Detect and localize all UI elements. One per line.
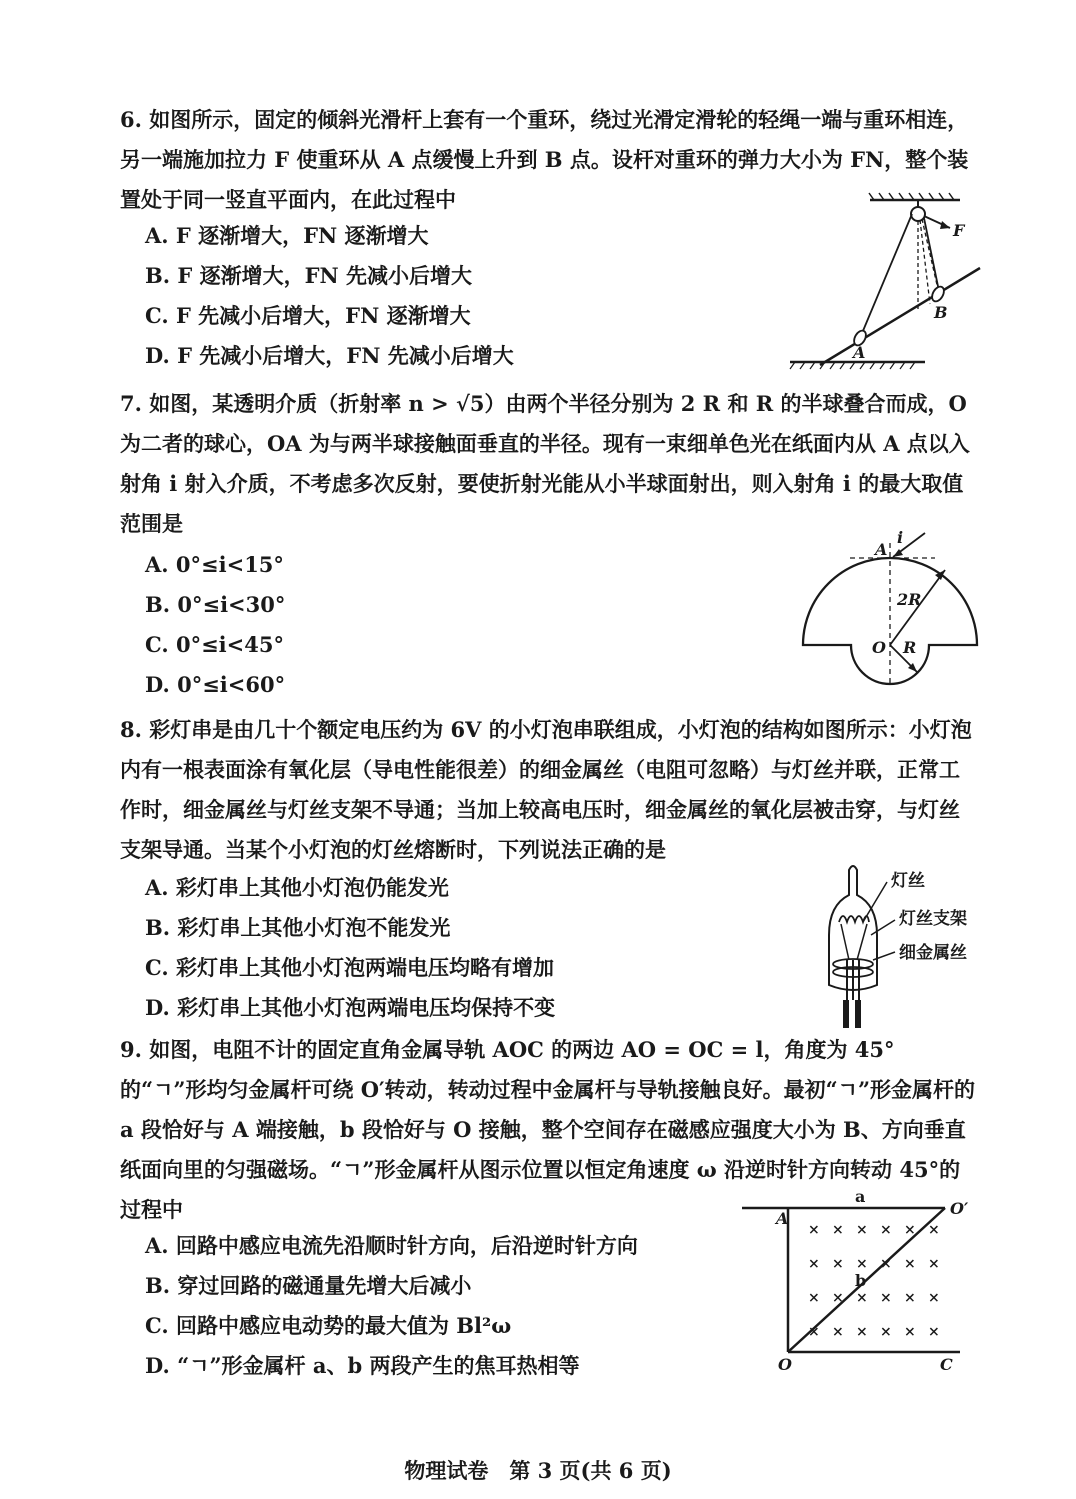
q6-label-b: B [934,303,948,322]
q9-label-b-segment: b [855,1271,867,1290]
q7-option-d: D. 0°≤i<60° [145,672,286,697]
q7-option-a: A. 0°≤i<15° [145,552,284,577]
q9-option-c: C. 回路中感应电动势的最大值为 Bl²ω [145,1313,512,1338]
q6-option-a: A. F 逐渐增大，FN 逐渐增大 [145,223,429,248]
svg-text:×: × [928,1290,940,1306]
svg-text:×: × [880,1324,892,1340]
svg-text:×: × [904,1324,916,1340]
svg-text:×: × [856,1222,868,1238]
q6-option-d: D. F 先减小后增大，FN 先减小后增大 [145,343,514,368]
q9-option-a: A. 回路中感应电流先沿顺时针方向，后沿逆时针方向 [145,1233,638,1258]
question-8 [120,710,980,870]
svg-text:×: × [856,1256,868,1272]
q7-label-a: A [875,540,888,559]
svg-text:×: × [808,1324,820,1340]
q9-label-c: C [940,1355,953,1374]
q6-option-c: C. F 先减小后增大，FN 逐渐增大 [145,303,471,328]
page-footer: 物理试卷 第 3 页(共 6 页) [404,1458,672,1483]
q9-label-o: O [778,1355,792,1374]
svg-text:×: × [928,1222,940,1238]
q9-label-o-prime: O′ [950,1199,969,1218]
svg-text:×: × [904,1222,916,1238]
svg-text:×: × [832,1290,844,1306]
q6-option-b: B. F 逐渐增大，FN 先减小后增大 [145,263,473,288]
q7-label-i: i [897,528,904,547]
q6-label-a: A [853,343,866,362]
q9-figure-rail [740,1187,980,1375]
svg-text:×: × [832,1222,844,1238]
q9-label-a-segment: a [855,1187,866,1206]
q8-option-c: C. 彩灯串上其他小灯泡两端电压均略有增加 [145,955,554,980]
q8-option-a: A. 彩灯串上其他小灯泡仍能发光 [145,875,449,900]
svg-text:×: × [808,1222,820,1238]
svg-text:×: × [856,1290,868,1306]
q7-label-2r: 2R [897,590,922,609]
question-7-stem: 7. 如图，某透明介质（折射率 n > √5）由两个半径分别为 2 R 和 R 的半球叠合而成，O 为二者的球心，OA 为与两半球接触面垂直的半径。现有一束细单色光在纸面内从 A 点以入射角 i 射入介质，不考虑多次反射，要使折射光能从小半球面射出，则入射角 i 的最大取值范围是 [120,391,970,536]
svg-text:×: × [880,1256,892,1272]
q8-label-wire: 细金属丝 [899,943,967,963]
q8-label-support: 灯丝支架 [899,909,967,929]
q7-option-b: B. 0°≤i<30° [145,592,286,617]
question-6-stem: 6. 如图所示，固定的倾斜光滑杆上套有一个重环，绕过光滑定滑轮的轻绳一端与重环相连，另一端施加拉力 F 使重环从 A 点缓慢上升到 B 点。设杆对重环的弹力大小为 FN，整个装置处于同一竖直平面内，在此过程中 [120,107,969,212]
question-9-stem: 9. 如图，电阻不计的固定直角金属导轨 AOC 的两边 AO = OC = l，角度为 45°的“ㄱ”形均匀金属杆可绕 O′转动，转动过程中金属杆与导轨接触良好。最初“ㄱ”形金属杆的 a 段恰好与 A 端接触，b 段恰好与 O 接触，整个空间存在磁感应强度大小为 B、方向垂直纸面向里的匀强磁场。“ㄱ”形金属杆从图示位置以恒定角速度 ω 沿逆时针方向转动 45°的过程中 [120,1037,976,1222]
svg-text:×: × [928,1256,940,1272]
q7-option-c: C. 0°≤i<45° [145,632,284,657]
svg-text:×: × [808,1256,820,1272]
q9-option-d: D. “ㄱ”形金属杆 a、b 两段产生的焦耳热相等 [145,1353,580,1378]
q6-figure-pulley [790,190,990,370]
q7-label-o: O [872,638,886,657]
svg-text:×: × [880,1222,892,1238]
q9-label-a: A [776,1209,789,1228]
q7-label-r: R [903,638,917,657]
q8-option-d: D. 彩灯串上其他小灯泡两端电压均保持不变 [145,995,556,1020]
svg-text:×: × [832,1324,844,1340]
svg-text:×: × [880,1290,892,1306]
q8-figure-bulb [815,860,995,1035]
svg-text:×: × [928,1324,940,1340]
q6-label-f: F [953,221,965,240]
svg-text:×: × [904,1256,916,1272]
question-8-stem: 8. 彩灯串是由几十个额定电压约为 6V 的小灯泡串联组成，小灯泡的结构如图所示：小灯泡内有一根表面涂有氧化层（导电性能很差）的细金属丝（电阻可忽略）与灯丝并联，正常工作时，细金属丝与灯丝支架不导通；当加上较高电压时，细金属丝的氧化层被击穿，与灯丝支架导通。当某个小灯泡的灯丝熔断时，下列说法正确的是 [120,717,972,862]
svg-text:×: × [904,1290,916,1306]
svg-text:×: × [856,1324,868,1340]
svg-text:×: × [808,1290,820,1306]
q8-label-filament: 灯丝 [891,871,925,891]
q7-figure-hemispheres [795,525,985,695]
q9-option-b: B. 穿过回路的磁通量先增大后减小 [145,1273,472,1298]
svg-text:×: × [832,1256,844,1272]
question-7 [120,384,980,544]
q8-option-b: B. 彩灯串上其他小灯泡不能发光 [145,915,451,940]
